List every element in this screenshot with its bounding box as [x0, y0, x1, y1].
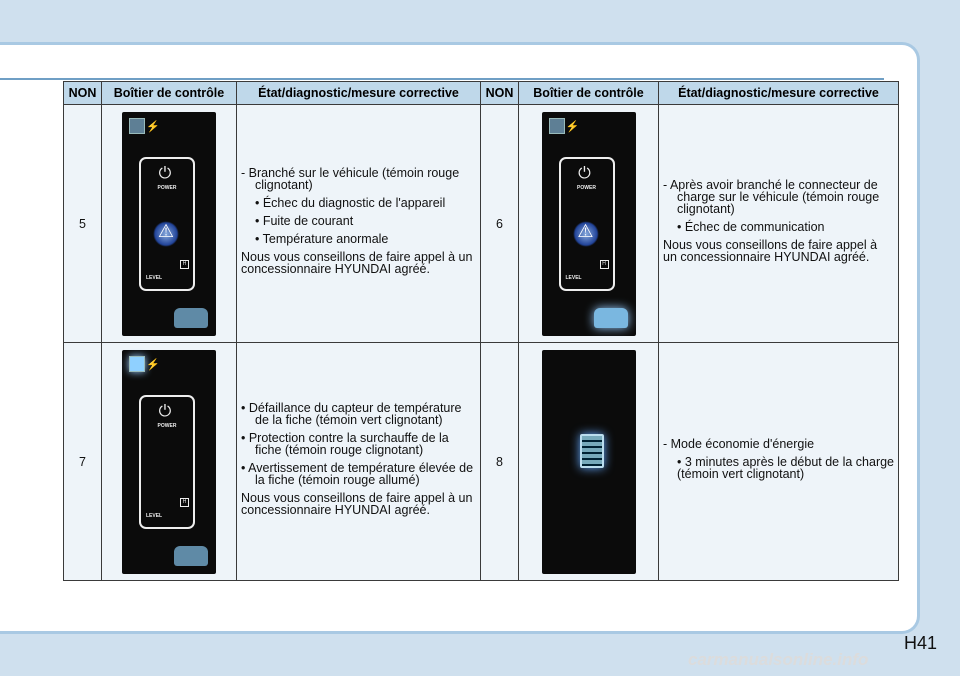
- header-status-2: État/diagnostic/mesure corrective: [659, 82, 899, 105]
- fault-warning-icon: ⚠: [153, 221, 179, 247]
- status-line: • Échec de communication: [677, 219, 825, 234]
- level-h-badge: H: [180, 260, 189, 269]
- plug-icon: ⚡: [565, 120, 580, 133]
- header-status: État/diagnostic/mesure corrective: [237, 82, 481, 105]
- car-icon: [174, 546, 208, 566]
- control-box-image: [519, 343, 659, 581]
- watermark: carmanualsonline.info: [688, 650, 869, 669]
- status-line: Nous vous conseillons de faire appel à un concessionnaire HYUNDAI agréé.: [241, 249, 473, 276]
- row-number: 7: [64, 343, 102, 581]
- header-control-box-2: Boîtier de contrôle: [519, 82, 659, 105]
- device-body: [139, 395, 195, 529]
- power-icon: ⏻: [578, 164, 591, 182]
- battery-icon: [580, 434, 604, 468]
- status-description: [237, 343, 481, 581]
- status-line: • Protection contre la surchauffe de la fiche (témoin rouge clignotant): [241, 430, 449, 457]
- table-header-row: [64, 82, 899, 105]
- table-row: [64, 105, 899, 343]
- status-line: - Après avoir branché le connecteur de charge sur le véhicule (témoin rouge clignotant): [663, 177, 880, 216]
- row-number: 6: [481, 105, 519, 343]
- status-line: • Avertissement de température élevée de la fiche (témoin rouge allumé): [241, 460, 474, 487]
- header-non: NON: [64, 82, 102, 105]
- status-line: • Fuite de courant: [255, 213, 354, 228]
- power-icon: ⏻: [158, 402, 172, 420]
- status-line: • Température anormale: [255, 231, 389, 246]
- level-label: LEVEL: [146, 274, 163, 281]
- power-label: POWER: [157, 184, 177, 191]
- controller-status-table: [63, 81, 899, 581]
- car-icon: [174, 308, 208, 328]
- plug-icon: ⚡: [146, 358, 160, 371]
- globe-icon: [129, 118, 145, 134]
- level-h-badge: H: [600, 260, 609, 269]
- level-h-badge: H: [180, 498, 189, 507]
- power-label: POWER: [577, 184, 596, 191]
- header-rule: [0, 78, 884, 80]
- control-box-image: [102, 343, 237, 581]
- status-line: Nous vous conseillons de faire appel à un concessionnaire HYUNDAI agréé.: [241, 490, 473, 517]
- status-line: • Défaillance du capteur de température de la fiche (témoin vert clignotant): [241, 400, 462, 427]
- power-icon: ⏻: [158, 164, 172, 182]
- plug-icon: ⚡: [146, 120, 160, 133]
- power-label: POWER: [157, 422, 177, 429]
- status-line: Nous vous conseillons de faire appel à un concessionnaire HYUNDAI agréé.: [663, 237, 878, 264]
- charger-device-standby: [542, 350, 636, 574]
- control-box-image: [519, 105, 659, 343]
- charger-device: [122, 112, 216, 336]
- charger-device: [542, 112, 636, 336]
- level-label: LEVEL: [146, 512, 163, 519]
- charger-device: [122, 350, 216, 574]
- car-icon: [594, 308, 628, 328]
- fault-warning-icon: ⚠: [573, 221, 599, 247]
- globe-icon: [549, 118, 565, 134]
- status-description: [659, 105, 899, 343]
- status-line: • 3 minutes après le début de la charge (témoin vert clignotant): [677, 454, 895, 481]
- table-row: [64, 343, 899, 581]
- status-description: [237, 105, 481, 343]
- status-line: - Mode économie d'énergie: [663, 436, 815, 451]
- header-control-box: Boîtier de contrôle: [102, 82, 237, 105]
- level-label: LEVEL: [565, 274, 582, 281]
- globe-icon: [129, 356, 145, 372]
- status-description: [659, 343, 899, 581]
- status-line: • Échec du diagnostic de l'appareil: [255, 195, 446, 210]
- status-line: - Branché sur le véhicule (témoin rouge clignotant): [241, 165, 460, 192]
- page-number: H41: [904, 633, 938, 653]
- header-non-2: NON: [481, 82, 519, 105]
- row-number: 5: [64, 105, 102, 343]
- row-number: 8: [481, 343, 519, 581]
- device-body: [559, 157, 615, 291]
- device-body: [139, 157, 195, 291]
- control-box-image: [102, 105, 237, 343]
